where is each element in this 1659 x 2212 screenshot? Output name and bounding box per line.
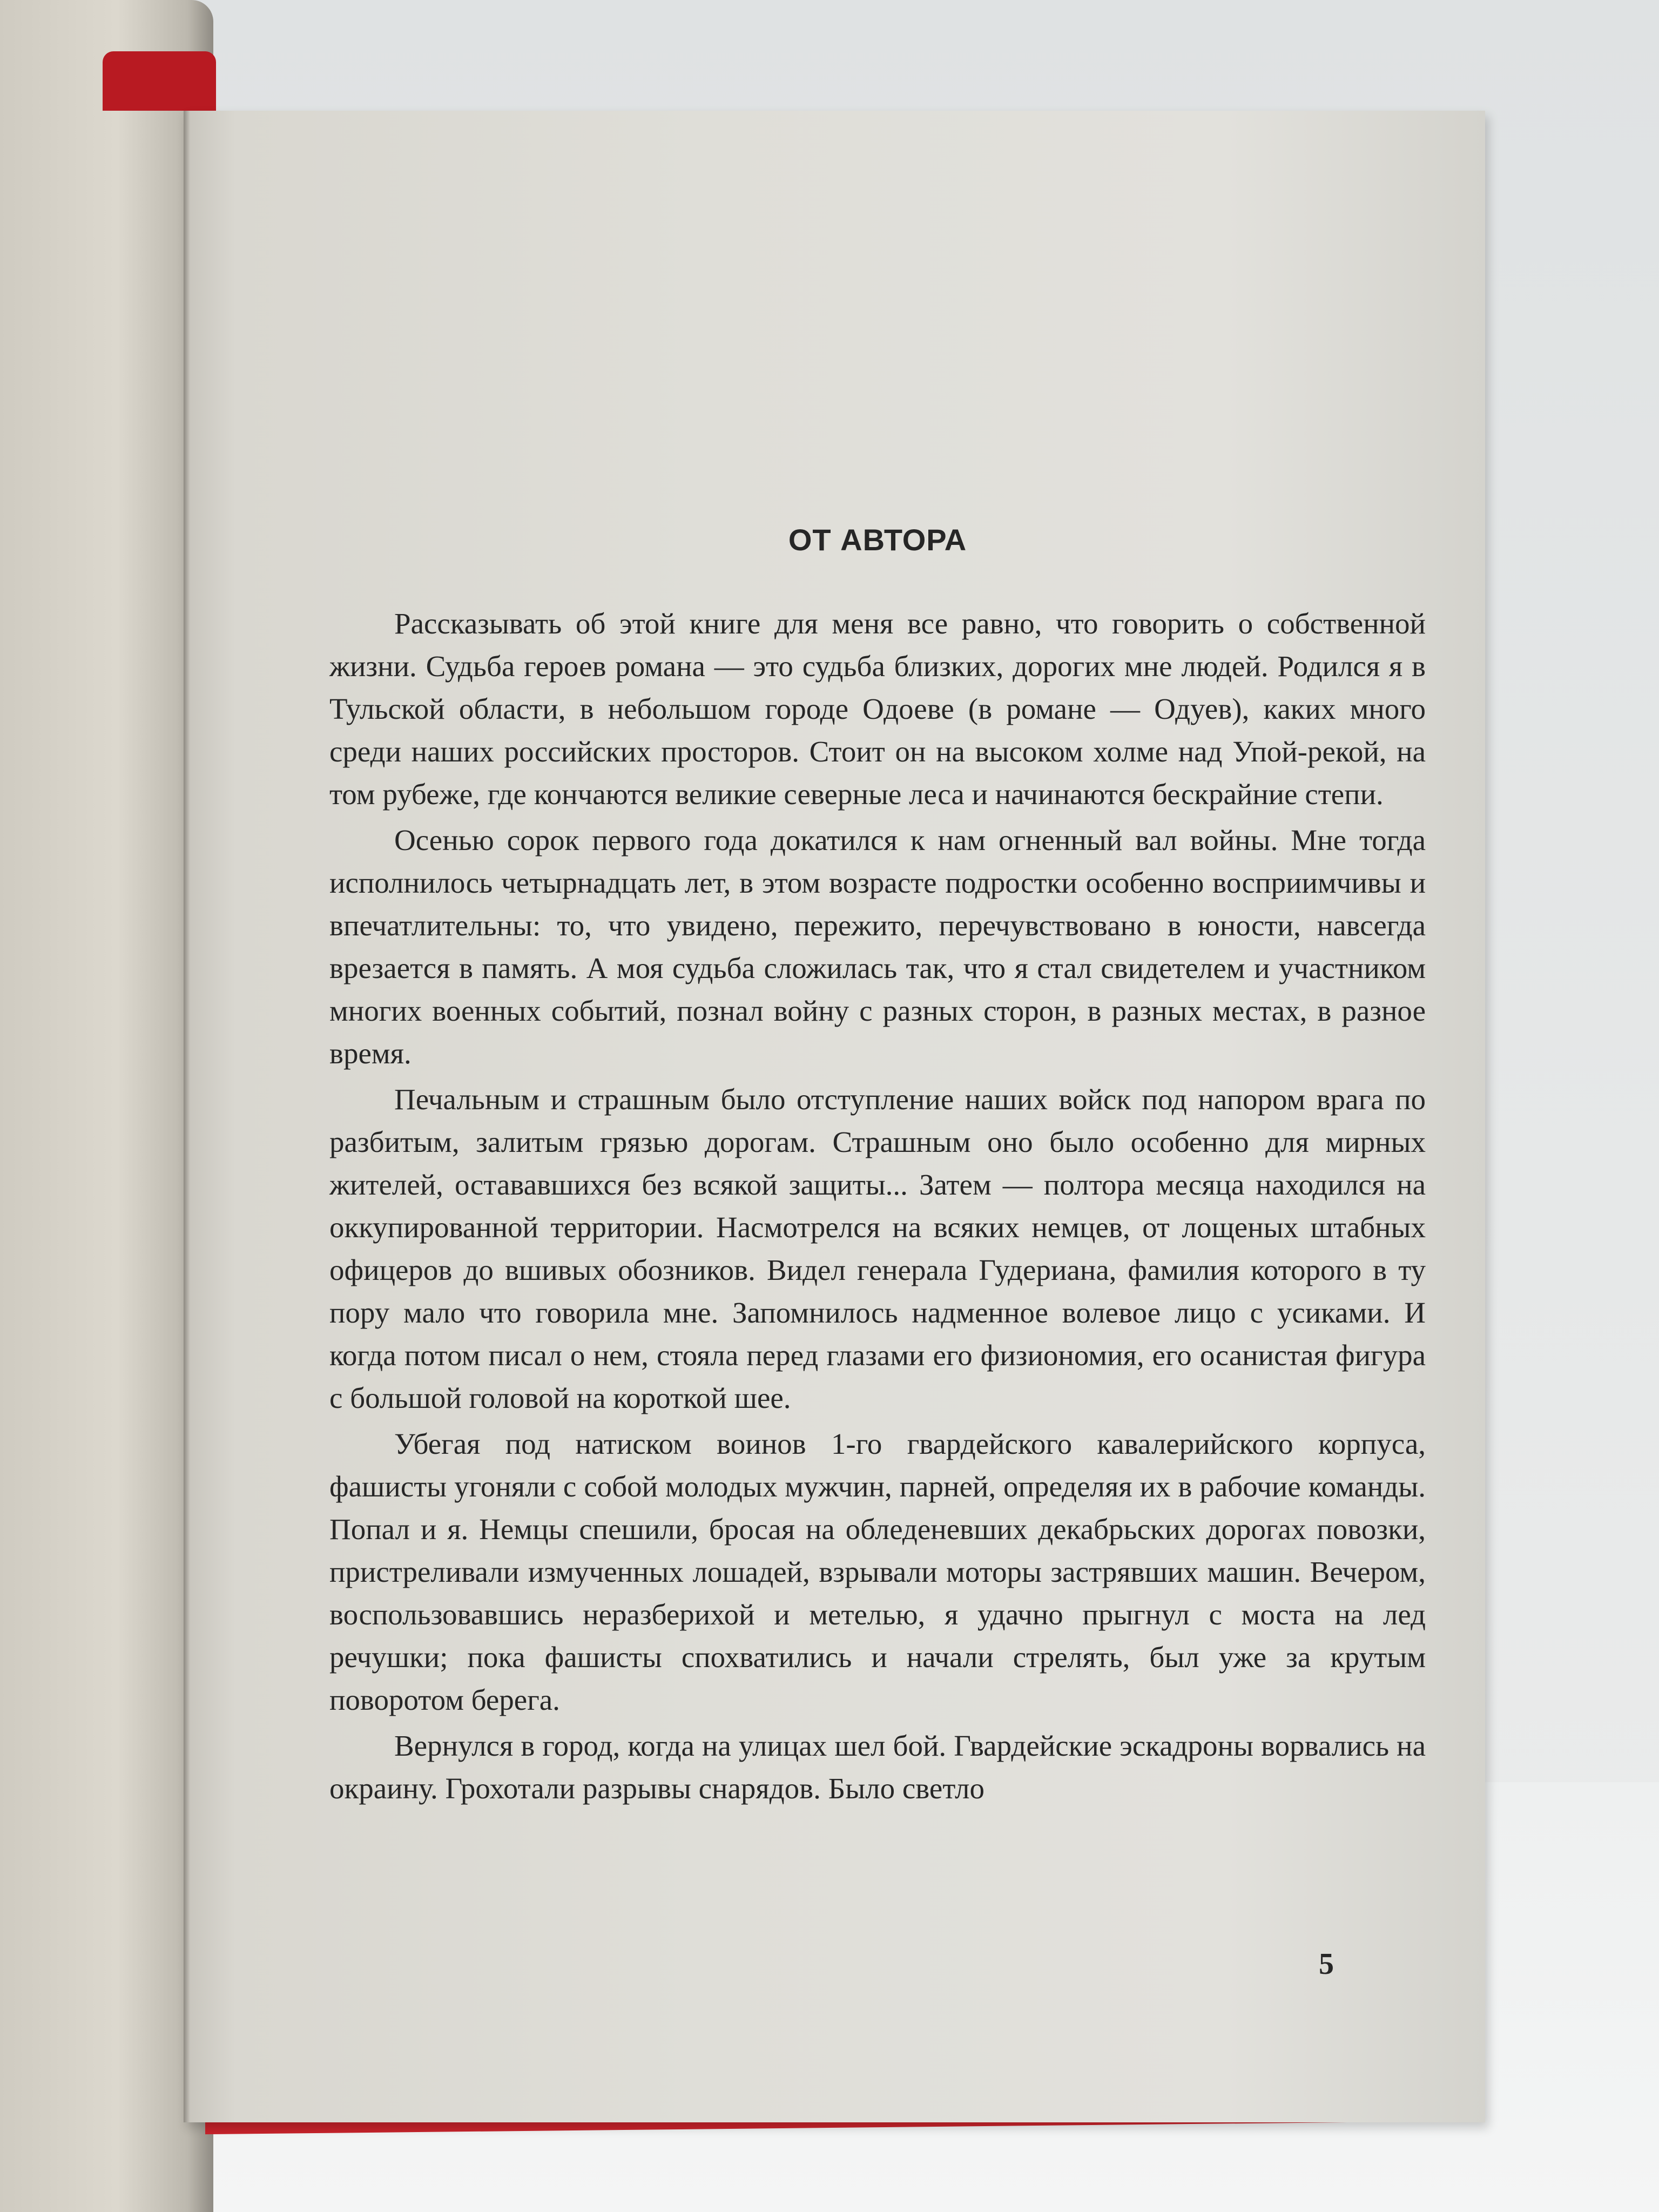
paragraph-1: Рассказывать об этой книге для меня все равно, что говорить о собственной жизни. Судьба героев романа — это судьба близких, дорогих мне людей. Родился я в Тульской области, в небольшом городе Одоеве (в романе — Одуев), каких много среди наших российских просторов. Стоит он на высоком холме над Упой-рекой, на том рубеже, где кончаются великие северные леса и начинаются бескрайние степи. [329, 607, 1426, 811]
paragraph-4: Убегая под натиском воинов 1-го гвардейского кавалерийского корпуса, фашисты угоняли с собой молодых мужчин, парней, определяя их в рабочие команды. Попал и я. Немцы спешили, бросая на обледеневших декабрьских дорогах повозки, пристреливали измученных лошадей, взрывали моторы застрявших машин. Вечером, воспользовавшись неразберихой и метелью, я удачно прыгнул с моста на лед речушки; пока фашисты спохватились и начали стрелять, был уже за крутым поворотом берега. [329, 1427, 1426, 1716]
left-facing-page [0, 0, 213, 2212]
book-page [184, 111, 1485, 2122]
paragraph-3: Печальным и страшным было отступление наших войск под напором врага по разбитым, залитым грязью дорогам. Страшным оно было особенно для мирных жителей, остававшихся без всякой защиты... Затем — полтора месяца находился на оккупированной территории. Насмотрелся на всяких немцев, от лощеных штабных офицеров до вшивых обозников. Видел генерала Гудериана, фамилия которого в ту пору мало что говорила мне. Запомнилось надменное волевое лицо с усиками. И когда потом писал о нем, стояла перед глазами его физиономия, его осанистая фигура с большой головой на короткой шее. [329, 1083, 1426, 1414]
page-number: 5 [1319, 1947, 1334, 1981]
page-title: ОТ АВТОРА [788, 523, 967, 557]
paragraph-5: Вернулся в город, когда на улицах шел бой. Гвардейские эскадроны ворвались на окраину. Грохотали разрывы снарядов. Было светло [329, 1729, 1426, 1805]
paragraph-2: Осенью сорок первого года докатился к нам огненный вал войны. Мне тогда исполнилось четырнадцать лет, в этом возрасте подростки особенно восприимчивы и впечатлительны: то, что увидено, пережито, перечувствовано в юности, навсегда врезается в память. А моя судьба сложилась так, что я стал свидетелем и участником многих военных событий, познал войну с разных сторон, в разных местах, в разное время. [329, 824, 1426, 1070]
red-cover-edge-top [103, 51, 216, 111]
page-gutter [184, 111, 190, 2122]
page-text-block [329, 521, 1426, 1813]
